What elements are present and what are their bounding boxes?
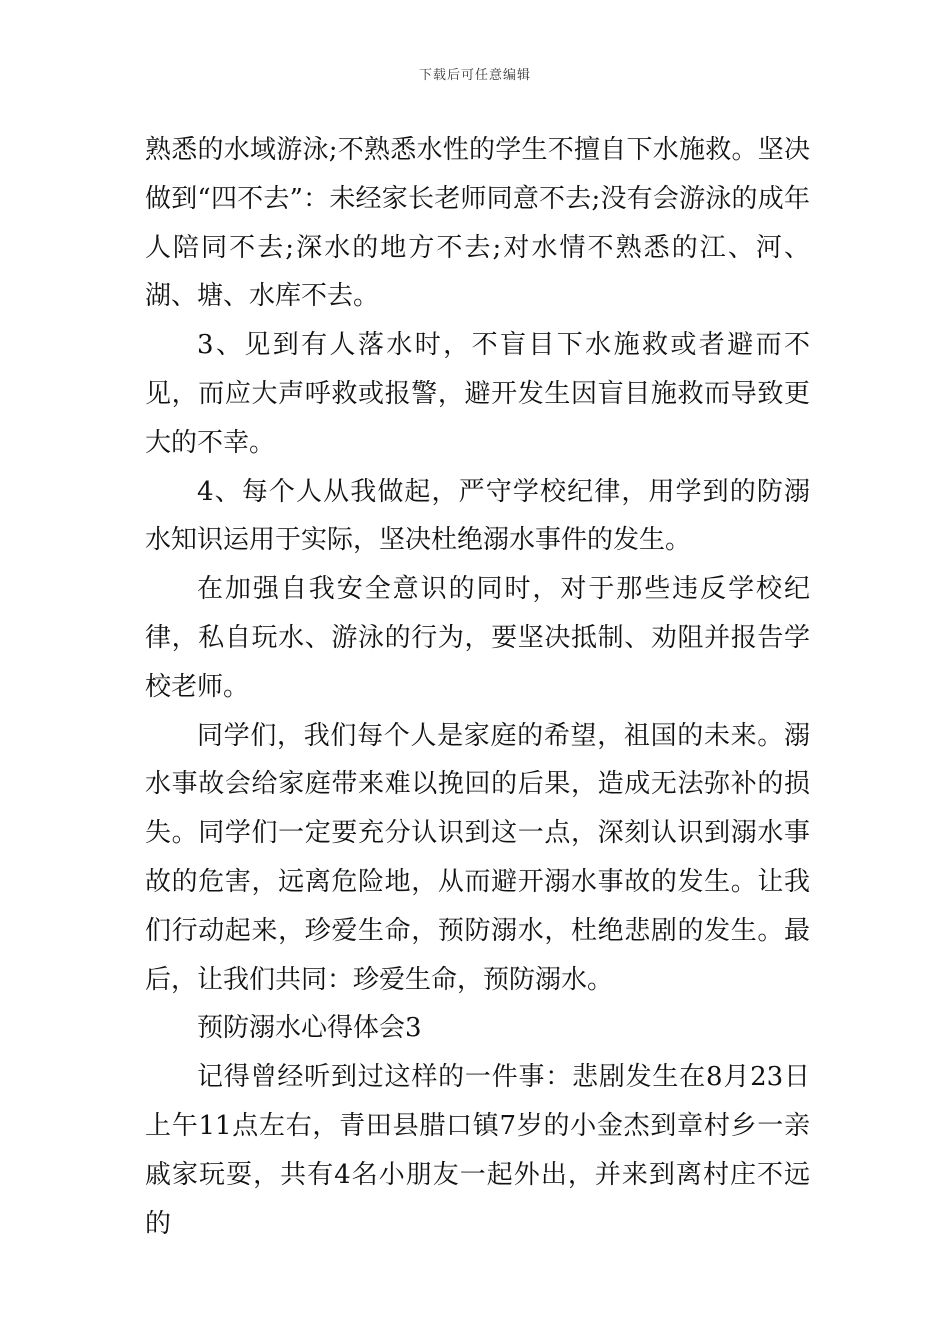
paragraph-story: 记得曾经听到过这样的一件事：悲剧发生在8月23日上午11点左右，青田县腊口镇7岁的小金杰到章村乡一亲戚家玩耍，共有4名小朋友一起外出，并来到离村庄不远的	[145, 1062, 810, 1239]
section-heading: 预防溺水心得体会3	[197, 1013, 422, 1044]
paragraph-item-3: 3、见到有人落水时，不盲目下水施救或者避而不见，而应大声呼救或报警，避开发生因盲目施救而导致更大的不幸。	[145, 330, 810, 458]
page-header-note: 下载后可任意编辑	[418, 68, 531, 83]
paragraph-item-4: 4、每个人从我做起，严守学校纪律，用学到的防溺水知识运用于实际，坚决杜绝溺水事件的发生。	[145, 476, 810, 556]
paragraph-continuation: 熟悉的水域游泳;不熟悉水性的学生不擅自下水施救。坚决做到“四不去”：未经家长老师同意不去;没有会游泳的成年人陪同不去;深水的地方不去;对水情不熟悉的江、河、湖、塘、水库不去。	[145, 135, 810, 312]
paragraph-self-safety: 在加强自我安全意识的同时，对于那些违反学校纪律，私自玩水、游泳的行为，要坚决抵制、劝阻并报告学校老师。	[145, 574, 810, 702]
document-body	[145, 126, 810, 1248]
paragraph-closing: 同学们，我们每个人是家庭的希望，祖国的未来。溺水事故会给家庭带来难以挽回的后果，造成无法弥补的损失。同学们一定要充分认识到这一点，深刻认识到溺水事故的危害，远离危险地，从而避开溺水事故的发生。让我们行动起来，珍爱生命，预防溺水，杜绝悲剧的发生。最后，让我们共同：珍爱生命，预防溺水。	[145, 720, 810, 995]
